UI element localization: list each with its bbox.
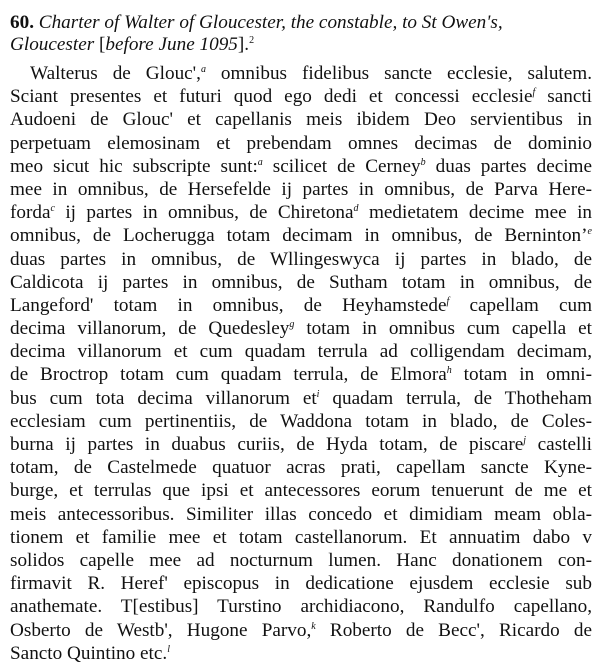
text-line	[10, 248, 592, 271]
text-line	[10, 178, 592, 201]
footnote-mark: f	[532, 87, 536, 99]
text-segment: duas partes decime	[425, 155, 592, 177]
text-segment: totam in omnibus cum capella et	[294, 318, 592, 340]
text-segment: sancti	[535, 86, 593, 108]
text-segment: decima villanorum, de Quedesley	[10, 318, 290, 340]
footnote-mark: a	[257, 156, 263, 168]
text-line	[10, 108, 592, 131]
text-segment: omnibus fidelibus sancte ecclesie, salutem.	[205, 63, 592, 84]
text-segment: burna ij partes in duabus curiis, de Hyda totam, de piscare	[10, 434, 524, 455]
text-segment: Sancto Quintino etc.	[10, 642, 168, 664]
text-segment: omnibus, de Locherugga totam decimam in omnibus, de Bernintonʼ	[10, 225, 588, 247]
text-line	[10, 294, 592, 317]
text-line	[10, 503, 592, 526]
charter-title: Charter of Walter of Gloucester, the constable, to St Owen's,	[38, 12, 503, 33]
charter-text	[10, 62, 592, 665]
footnote-mark: e	[587, 226, 592, 238]
text-segment: Audoeni de Glouc' et capellanis meis ibidem Deo servientibus in	[10, 109, 592, 131]
text-line	[10, 572, 592, 595]
footnote-mark: d	[353, 203, 359, 215]
footnote-mark: l	[167, 643, 170, 655]
text-line	[10, 410, 592, 433]
text-segment: solidos capelle mee ad nocturnum lumen. Hanc donationem con-	[10, 549, 592, 571]
footnote-mark: j	[523, 435, 527, 446]
text-line	[10, 132, 592, 155]
text-line	[10, 62, 592, 85]
text-line	[10, 549, 592, 572]
text-line	[10, 479, 592, 502]
text-segment: medietatem decime mee in	[358, 202, 592, 224]
text-segment: ecclesiam cum pertinentiis, de Waddona totam in blado, de Coles-	[10, 410, 592, 432]
text-segment: totam, de Castelmede quatuor acras prati, capellam sancte Kyne-	[10, 457, 592, 479]
text-line	[10, 642, 592, 665]
text-line	[10, 155, 592, 178]
text-segment: bus cum tota decima villanorum et	[10, 387, 317, 409]
text-line	[10, 317, 592, 340]
text-line	[10, 85, 592, 108]
text-segment: tionem et familie mee et totam castellanorum. Et annuatim dabo v	[10, 526, 592, 548]
text-segment: de Broctrop totam cum quadam terrula, de Elmora	[10, 364, 447, 386]
text-segment: anathemate. T[estibus] Turstino archidiacono, Randulfo capellano,	[10, 596, 592, 618]
text-line	[10, 201, 592, 224]
footnote-mark: i	[316, 388, 320, 400]
footnote-mark: c	[50, 203, 55, 215]
date-bracket-open: [	[94, 34, 106, 55]
text-line	[10, 271, 592, 294]
text-segment: Roberto de Becc', Ricardo de	[315, 619, 592, 641]
text-line	[10, 595, 592, 618]
text-segment: totam in omni-	[451, 364, 592, 386]
text-segment: Sciant presentes et futuri quod ego dedi et concessi ecclesie	[10, 86, 533, 108]
text-segment: Caldicota ij partes in omnibus, de Sutham totam in omnibus, de	[10, 271, 592, 293]
text-segment: scilicet de Cerney	[262, 155, 421, 177]
text-segment: Langeford' totam in omnibus, de Heyhamstede	[10, 294, 447, 316]
footnote-mark: k	[311, 620, 316, 632]
text-line	[10, 619, 592, 642]
charter-place: Gloucester	[10, 34, 95, 55]
heading-footnote-mark: 2	[249, 35, 255, 46]
footnote-mark: f	[446, 295, 450, 307]
footnote-mark: a	[200, 64, 206, 75]
text-segment: mee in omnibus, de Hersefelde ij partes in omnibus, de Parva Here-	[10, 178, 592, 200]
text-segment: castelli	[526, 434, 592, 455]
charter-date: before June 1095	[105, 34, 238, 55]
text-segment: meo sicut hic subscripte sunt:	[10, 155, 258, 177]
text-segment: decima villanorum et cum quadam terrula ad colligendam decimam,	[10, 341, 592, 363]
text-segment: Walterus de Glouc',	[30, 63, 201, 84]
text-segment: perpetuam elemosinam et prebendam omnes decimas de dominio	[10, 132, 592, 154]
text-segment: ij partes in omnibus, de Chiretona	[54, 202, 354, 224]
text-line	[10, 224, 592, 247]
footnote-mark: h	[446, 365, 452, 377]
text-segment: quadam terrula, de Thotheham	[319, 387, 593, 409]
text-segment: capellam cum	[449, 294, 592, 316]
charter-heading	[10, 12, 596, 56]
footnote-mark: b	[420, 156, 426, 168]
text-segment: forda	[10, 202, 51, 224]
text-segment: meis antecessoribus. Similiter illas concedo et dimidiam meam obla-	[10, 503, 592, 525]
charter-number: 60.	[10, 12, 34, 33]
text-line	[10, 526, 592, 549]
text-line	[10, 340, 592, 363]
text-line	[10, 363, 592, 386]
text-segment: Osberto de Westb', Hugone Parvo,	[10, 619, 312, 641]
text-segment: duas partes in omnibus, de Wllingeswyca ij partes in blado, de	[10, 248, 592, 270]
text-line	[10, 387, 592, 410]
text-line	[10, 456, 592, 479]
text-segment: firmavit R. Heref' episcopus in dedicatione ejusdem ecclesie sub	[10, 573, 592, 595]
text-segment: burge, et terrulas que ipsi et antecessores eorum tenuerunt de me et	[10, 480, 592, 502]
text-line	[10, 433, 592, 456]
footnote-mark: g	[289, 319, 295, 331]
date-bracket-close: ].	[237, 34, 250, 55]
